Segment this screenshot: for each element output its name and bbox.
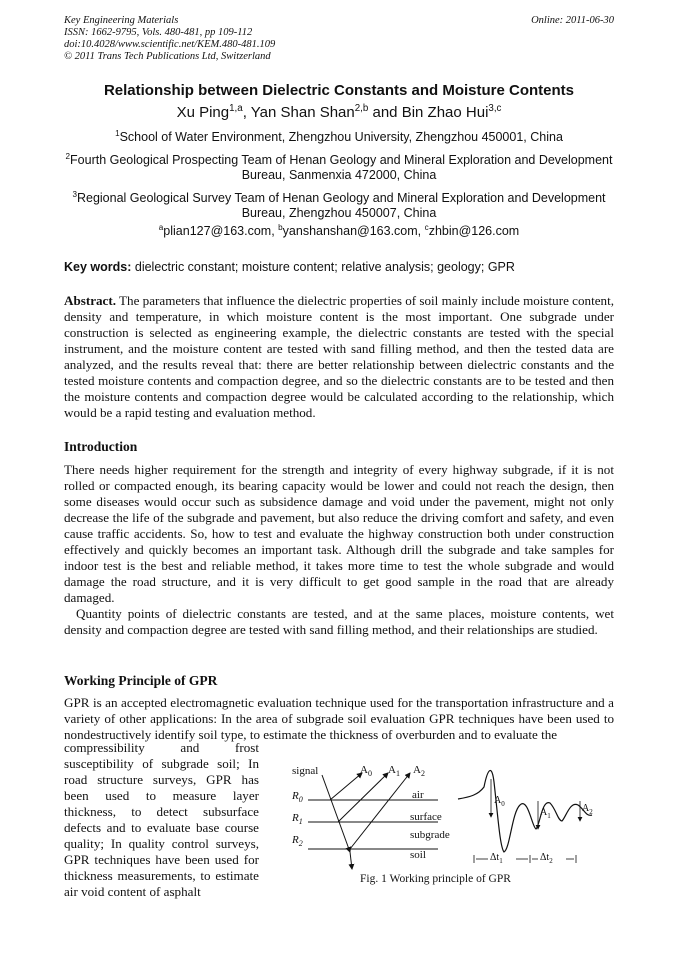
dt1-label: $\Delta t_1$ <box>490 852 503 865</box>
affiliation-2: $^2$Fourth Geological Prospecting Team of Henan Geology and Mineral Exploration and Development Bureau, Sanmenxia 472000, China <box>65 151 613 182</box>
author-sup: 3,c <box>488 103 502 114</box>
a1-wave-label: $A_1$ <box>540 807 551 820</box>
a1-label: $A_1$ <box>388 764 400 779</box>
intro-paragraph-2: Quantity points of dielectric constants are tested, and at the same places, moisture contents, wet density and compaction degree are tested with sand filling method, and their relationships are studied. <box>64 606 614 637</box>
keywords <box>64 260 614 274</box>
abstract <box>64 293 614 421</box>
transmitted-ray <box>350 852 352 869</box>
affiliation-1: $^1$School of Water Environment, Zhengzhou University, Zhengzhou 450001, China <box>115 128 563 144</box>
gpr-waveform <box>458 771 592 852</box>
gpr-paragraph: GPR is an accepted electromagnetic evaluation technique used for the transportation infrastructure and a variety of other applications: In the area of subgrade soil evaluation GPR techniques have been used to nondestructively identify soil type, to estimate the thickness of overburden and to evaluate the <box>64 695 614 742</box>
email-link[interactable]: plian127@163.com <box>163 224 272 238</box>
email-list: $^a$plian127@163.com, $^b$yanshanshan@163.com, $^c$zhbin@126.com <box>158 222 520 238</box>
issn-line: ISSN: 1662-9795, Vols. 480-481, pp 109-112 <box>64 27 253 38</box>
abstract-label: Abstract. <box>64 293 116 308</box>
air-label: air <box>412 789 424 801</box>
author-sup: 1,a <box>229 103 243 114</box>
surface-label: surface <box>410 811 442 823</box>
a2-label: $A_2$ <box>413 764 425 779</box>
intro-paragraph-1: There needs higher requirement for the strength and integrity of every highway subgrade, if it is not rolled or compacted enough, its bearing capacity would be lower and could not reach the design, then some diseases would occur such as subsidence damage and void under the pavement, might not only decrease the life of the subgrade and pavement, but also reduce the driving comfort and safety, and even cause traffic accidents. So, how to test and evaluate the highway construction both under construction effectively and quickly becomes an important task. Although drill the subgrade and take samples for indoor test is the best and reliable method, it takes more time to test the whole subgrade and would damage the road structure, and it is very difficult to get good sample in the road that are already damaged. <box>64 462 614 605</box>
copyright-line: © 2011 Trans Tech Publications Ltd, Switzerland <box>64 51 271 62</box>
reflected-ray-a2 <box>350 773 410 849</box>
intro-heading: Introduction <box>64 439 138 454</box>
keywords-text: dielectric constant; moisture content; relative analysis; geology; GPR <box>134 260 515 274</box>
a2-wave-label: $A_2$ <box>582 803 593 816</box>
doi-link[interactable]: doi:10.4028/www.scientific.net/KEM.480-481.109 <box>64 39 276 50</box>
author-name: Xu Ping <box>176 104 230 121</box>
abstract-text: The parameters that influence the dielectric properties of soil mainly include moisture content, density and temperature, in which moisture content is the most important. One subgrade under construction is selected as engineering example, the dielectric constants are tested with the special instrument, and the moisture content are tested with sand filling method, and then the tested data are analyzed, and the results reveal that: there are better relationship between dielectric constants and the tested moisture contents and compaction degree, and so the dielectric constants are to be tested and then the moisture contents and compaction degree would be calculated according to the relationship, which would be a rapid testing and evaluation method. <box>64 293 614 420</box>
dt2-label: $\Delta t_2$ <box>540 852 553 865</box>
paper-title: Relationship between Dielectric Constants and Moisture Contents <box>103 82 575 99</box>
author-sup: 2,b <box>354 103 369 114</box>
r2-label: $R_2$ <box>292 834 303 849</box>
affiliation-3: $^3$Regional Geological Survey Team of Henan Geology and Mineral Exploration and Development Bureau, Zhengzhou 450007, China <box>72 189 606 220</box>
author-name: Bin Zhao Hui <box>401 104 489 121</box>
email-link[interactable]: zhbin@126.com <box>428 224 520 238</box>
gpr-heading: Working Principle of GPR <box>64 673 218 688</box>
subgrade-label: subgrade <box>410 829 450 841</box>
a0-wave-label: $A_0$ <box>494 795 505 808</box>
journal-name: Key Engineering Materials <box>64 15 179 26</box>
r1-label: $R_1$ <box>292 812 303 827</box>
author-list: Xu Ping$^{1,a}$, Yan Shan Shan$^{2,b}$ and Bin Zhao Hui$^{3,c}$ <box>176 103 502 121</box>
signal-label: signal <box>292 765 319 777</box>
journal-header <box>64 15 275 63</box>
figure-caption: Fig. 1 Working principle of GPR <box>360 873 511 885</box>
author-name: Yan Shan Shan <box>250 104 355 121</box>
email-link[interactable]: yanshanshan@163.com <box>282 224 418 238</box>
soil-label: soil <box>410 849 426 861</box>
a0-label: $A_0$ <box>360 764 372 779</box>
gpr-paragraph-continued: compressibility and frost susceptibility of subgrade soil; In road structure surveys, GPR has been used to measure layer thickness, to detect subsurface defects and to evaluate base course quality; In quality control surveys, GPR techniques have been used for thickness measurements, to estimate air void content of asphalt <box>64 740 259 899</box>
keywords-label: Key words: <box>64 260 132 274</box>
reflected-ray-a1 <box>338 773 388 822</box>
reflected-ray-a0 <box>330 773 362 800</box>
online-date: Online: 2011-06-30 <box>531 15 614 26</box>
r0-label: $R_0$ <box>292 790 303 805</box>
